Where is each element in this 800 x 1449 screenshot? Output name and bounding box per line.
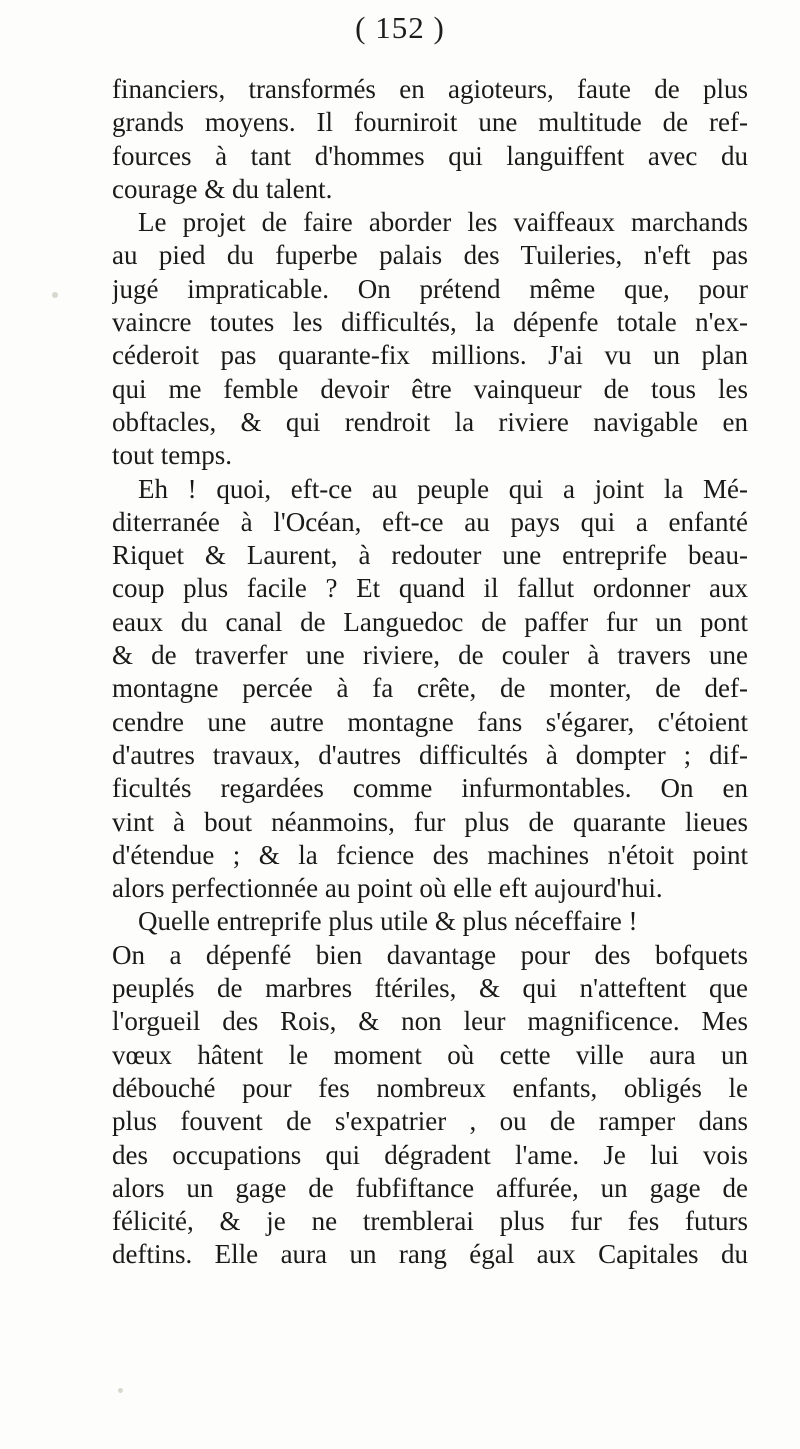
text-line: d'autres travaux, d'autres difficultés à dompter ; dif- <box>112 739 748 770</box>
text-line: céderoit pas quarante-fix millions. J'ai vu un plan <box>112 340 748 371</box>
text-line: plus fouvent de s'expatrier , ou de ramper dans <box>112 1106 748 1137</box>
paper-speck <box>118 1388 123 1393</box>
paper-speck <box>52 292 58 298</box>
text-line: fources à tant d'hommes qui languiffent avec du <box>112 140 748 171</box>
text-line: & de traverfer une riviere, de couler à travers une <box>112 640 748 671</box>
text-line: l'orgueil des Rois, & non leur magnificence. Mes <box>112 1006 748 1037</box>
text-line: eaux du canal de Languedoc de paffer fur un pont <box>112 606 748 637</box>
text-line: félicité, & je ne tremblerai plus fur fes futurs <box>112 1206 748 1237</box>
text-line: obftacles, & qui rendroit la riviere navigable en <box>112 406 748 437</box>
text-line: deftins. Elle aura un rang égal aux Capitales du <box>112 1239 748 1270</box>
text-line: des occupations qui dégradent l'ame. Je lui vois <box>112 1139 748 1170</box>
page-number: ( 152 ) <box>355 10 445 45</box>
text-line: alors perfectionnée au point où elle eft aujourd'hui. <box>112 873 663 904</box>
text-line: montagne percée à fa crête, de monter, de def- <box>112 673 748 704</box>
body-text <box>112 73 748 1272</box>
text-line: Riquet & Laurent, à redouter une entreprife beau- <box>112 540 748 571</box>
text-line: vint à bout néanmoins, fur plus de quarante lieues <box>112 806 748 837</box>
text-line: Le projet de faire aborder les vaiffeaux marchands <box>138 207 748 238</box>
text-line: coup plus facile ? Et quand il fallut ordonner aux <box>112 573 748 604</box>
text-line: peuplés de marbres ftériles, & qui n'atteftent que <box>112 973 748 1004</box>
text-line: jugé impraticable. On prétend même que, pour <box>112 273 748 304</box>
text-line: grands moyens. Il fourniroit une multitude de ref- <box>112 107 748 138</box>
text-line: au pied du fuperbe palais des Tuileries, n'eft pas <box>112 240 748 271</box>
text-line: vœux hâtent le moment où cette ville aura un <box>112 1039 748 1070</box>
text-line: qui me femble devoir être vainqueur de tous les <box>112 373 748 404</box>
text-line: d'étendue ; & la fcience des machines n'étoit point <box>112 839 748 870</box>
text-line: cendre une autre montagne fans s'égarer, c'étoient <box>112 706 748 737</box>
text-line: financiers, transformés en agioteurs, faute de plus <box>112 74 748 104</box>
text-line: On a dépenfé bien davantage pour des bofquets <box>112 939 748 970</box>
text-line: diterranée à l'Océan, eft-ce au pays qui a enfanté <box>112 506 748 537</box>
text-line: alors un gage de fubfiftance affurée, un gage de <box>112 1172 748 1203</box>
text-line: courage & du talent. <box>112 173 333 204</box>
text-line: Eh ! quoi, eft-ce au peuple qui a joint la Mé- <box>138 473 748 504</box>
text-line: tout temps. <box>112 440 232 471</box>
text-line: débouché pour fes nombreux enfants, obligés le <box>112 1072 748 1103</box>
text-line: Quelle entreprife plus utile & plus néceffaire ! <box>138 906 638 937</box>
text-line: vaincre toutes les difficultés, la dépenfe totale n'ex- <box>112 307 748 338</box>
text-line: ficultés regardées comme infurmontables. On en <box>112 773 748 804</box>
